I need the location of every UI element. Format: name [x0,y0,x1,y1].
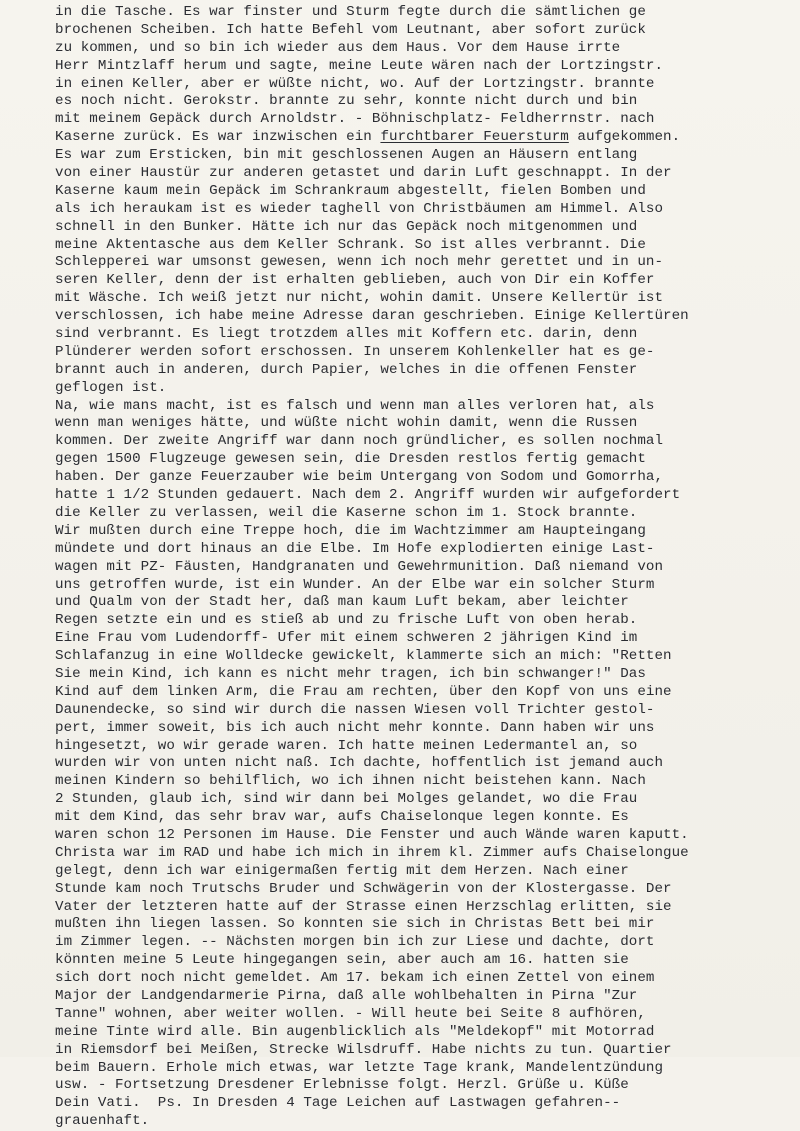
text-line: in Riemsdorf bei Meißen, Strecke Wilsdruff. Habe nichts zu tun. Quartier [55,1041,672,1058]
text-line: wagen mit PZ- Fäusten, Handgranaten und Gewehrmunition. Daß niemand von [55,558,664,575]
text-line: Schlepperei war umsonst gewesen, wenn ich noch mehr gerettet und in un- [55,254,664,271]
text-line: Sie mein Kind, ich kann es nicht mehr tragen, ich bin schwanger!" Das [55,665,646,682]
text-line: die Keller zu verlassen, weil die Kaserne schon im 1. Stock brannte. [55,504,638,521]
text-line: Plünderer werden sofort erschossen. In unserem Kohlenkeller hat es ge- [55,343,655,360]
text-line: mündete und dort hinaus an die Elbe. Im Hofe explodierten einige Last- [55,540,655,557]
text-line: mit dem Kind, das sehr brav war, aufs Chaiselonque legen konnte. Es [55,809,629,826]
text-line: Eine Frau vom Ludendorff- Ufer mit einem schweren 2 jährigen Kind im [55,630,638,647]
text-line: Herr Mintzlaff herum und sagte, meine Leute wären nach der Lortzingstr. [55,57,664,74]
text-line: sich dort noch nicht gemeldet. Am 17. bekam ich einen Zettel von einem [55,970,655,987]
text-line: usw. - Fortsetzung Dresdener Erlebnisse folgt. Herzl. Grüße u. Küße [55,1077,629,1094]
text-line: Es war zum Ersticken, bin mit geschlossenen Augen an Häusern entlang [55,147,638,164]
text-line: gegen 1500 Flugzeuge gewesen sein, die Dresden restlos fertig gemacht [55,451,646,468]
text-line: Tanne" wohnen, aber weiter wollen. - Will heute bei Seite 8 aufhören, [55,1005,646,1022]
text-line: Stunde kam noch Trutschs Bruder und Schwägerin von der Klostergasse. Der [55,880,672,897]
text-line: waren schon 12 Personen im Hause. Die Fenster und auch Wände waren kaputt. [55,826,689,843]
text-line: schnell in den Bunker. Hätte ich nur das Gepäck noch mitgenommen und [55,218,638,235]
text-line: von einer Haustür zur anderen getastet und darin Luft geschnappt. In der [55,165,672,182]
text-line: hingesetzt, wo wir gerade waren. Ich hatte meinen Ledermantel an, so [55,737,638,754]
text-line: haben. Der ganze Feuerzauber wie beim Untergang von Sodom und Gomorrha, [55,469,664,486]
text-line: mit Wäsche. Ich weiß jetzt nur nicht, wohin damit. Unsere Kellertür ist [55,290,664,307]
text-line: verschlossen, ich habe meine Adresse daran geschrieben. Einige Kellertüren [55,308,689,325]
text-line: Dein Vati. Ps. In Dresden 4 Tage Leichen auf Lastwagen gefahren-- [55,1095,621,1112]
text-line: Major der Landgendarmerie Pirna, daß alle wohlbehalten in Pirna "Zur [55,987,638,1004]
text-line: in die Tasche. Es war finster und Sturm fegte durch die sämtlichen ge [55,4,646,20]
text-line: Na, wie mans macht, ist es falsch und wenn man alles verloren hat, als [55,397,655,414]
underlined-phrase: furchtbarer Feuersturm [380,129,569,146]
text-line: hatte 1 1/2 Stunden gedauert. Nach dem 2. Angriff wurden wir aufgefordert [55,487,681,504]
text-line: Kaserne zurück. Es war inzwischen ein furchtbarer Feuersturm aufgekommen. [55,129,681,146]
text-line: wurden wir von unten nicht naß. Ich dachte, hoffentlich ist jemand auch [55,755,664,772]
text-line: Schlafanzug in eine Wolldecke gewickelt, klammerte sich an mich: "Retten [55,648,672,665]
text-line: Regen setzte ein und es stieß ab und zu frische Luft von oben herab. [55,612,638,629]
text-line: meine Aktentasche aus dem Keller Schrank. So ist alles verbrannt. Die [55,236,646,253]
text-line: und Qualm von der Stadt her, daß man kaum Luft bekam, aber leichter [55,594,629,611]
text-line: in einen Keller, aber er wüßte nicht, wo. Auf der Lortzingstr. brannte [55,75,655,92]
text-line: im Zimmer legen. -- Nächsten morgen bin ich zur Liese und dachte, dort [55,934,655,951]
text-line: uns getroffen wurde, ist ein Wunder. An der Elbe war ein solcher Sturm [55,576,655,593]
text-line: es noch nicht. Gerokstr. brannte zu sehr, konnte nicht durch und bin [55,93,638,110]
text-line: Christa war im RAD und habe ich mich in ihrem kl. Zimmer aufs Chaiselongue [55,844,689,861]
text-line: könnten meine 5 Leute hingegangen sein, aber auch am 16. hatten sie [55,952,629,969]
text-line: als ich heraukam ist es wieder taghell von Christbäumen am Himmel. Also [55,200,664,217]
text-line: Wir mußten durch eine Treppe hoch, die im Wachtzimmer am Haupteingang [55,522,646,539]
text-line: wenn man weniges hätte, und wüßte nicht wohin damit, wenn die Russen [55,415,638,432]
text-line: geflogen ist. [55,379,167,396]
text-line: Vater der letzteren hatte auf der Strasse einen Herzschlag erlitten, sie [55,898,672,915]
text-line: 2 Stunden, glaub ich, sind wir dann bei Molges gelandet, wo die Frau [55,791,638,808]
text-line: beim Bauern. Erhole mich etwas, war letzte Tage krank, Mandelentzündung [55,1059,664,1076]
text-line: brochenen Scheiben. Ich hatte Befehl vom Leutnant, aber sofort zurück [55,21,646,38]
text-line: mit meinem Gepäck durch Arnoldstr. - Böhnischplatz- Feldherrnstr. nach [55,111,655,128]
text-line: kommen. Der zweite Angriff war dann noch gründlicher, es sollen nochmal [55,433,664,450]
text-line: gelegt, denn ich war einigermaßen fertig mit dem Herzen. Nach einer [55,862,629,879]
typewritten-text [55,4,794,1131]
text-line: mußten ihn liegen lassen. So konnten sie sich in Christas Bett bei mir [55,916,655,933]
text-line: Daunendecke, so sind wir durch die nassen Wiesen voll Trichter gestol- [55,701,655,718]
text-line: pert, immer soweit, bis ich auch nicht mehr konnte. Dann haben wir uns [55,719,655,736]
text-line: meine Tinte wird alle. Bin augenblicklich als "Meldekopf" mit Motorrad [55,1023,655,1040]
text-line: sind verbrannt. Es liegt trotzdem alles mit Koffern etc. darin, denn [55,326,638,343]
text-line: Kaserne kaum mein Gepäck im Schrankraum abgestellt, fielen Bomben und [55,182,646,199]
text-line: grauenhaft. [55,1113,150,1130]
text-line: meinen Kindern so behilflich, wo ich ihnen nicht beistehen kann. Nach [55,773,646,790]
text-line: seren Keller, denn der ist erhalten geblieben, auch von Dir ein Koffer [55,272,655,289]
text-line: zu kommen, und so bin ich wieder aus dem Haus. Vor dem Hause irrte [55,39,621,56]
text-line: brannt auch in anderen, durch Papier, welches in die offenen Fenster [55,361,638,378]
text-line: Kind auf dem linken Arm, die Frau am rechten, über den Kopf von uns eine [55,683,672,700]
